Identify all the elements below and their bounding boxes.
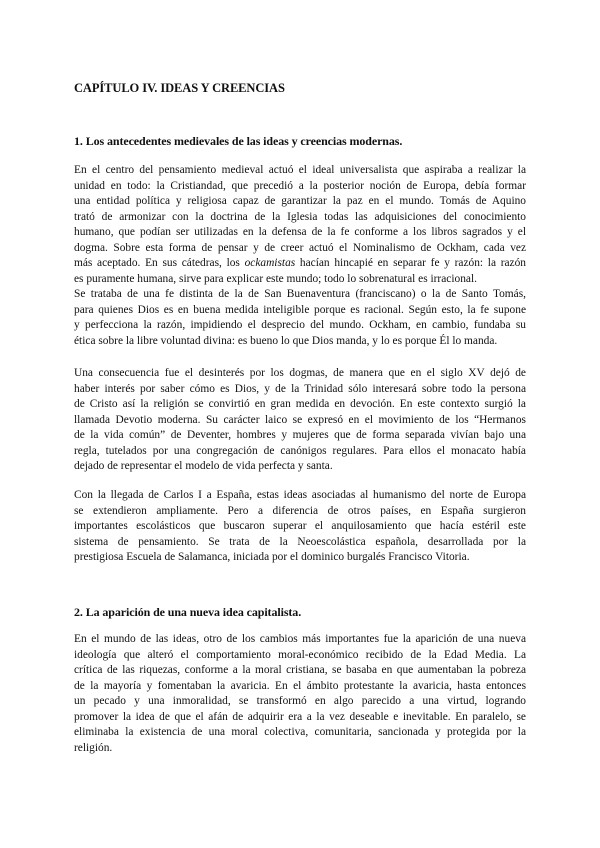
text-line: trató de armonizar con la doctrina de la Iglesia todas las adquisiciones del conocimiento <box>74 210 526 223</box>
text-line: una entidad política y religiosa capaz de garantizar la paz en el mundo. Tomás de Aquino <box>74 195 526 207</box>
text-line: Una consecuencia fue el desinterés por los dogmas, de manera que en el siglo XV dejó de <box>74 367 526 379</box>
italic-term: ockamistas <box>244 257 296 269</box>
text-line: ideología que alteró el comportamiento moral-económico recibido de la Edad Media. La <box>74 648 526 661</box>
text-line: Con la llegada de Carlos I a España, estas ideas asociadas al humanismo del norte de Europa <box>74 489 526 501</box>
text-line: prestigiosa Escuela de Salamanca, iniciada por el dominico burgalés Francisco Vitoria. <box>74 551 470 563</box>
text-line: dogma. Sobre esta forma de pensar y de creer actuó el Nominalismo de Ockham, cada vez <box>74 241 526 254</box>
text-line <box>74 256 526 272</box>
paragraph <box>74 632 526 756</box>
text-line: crítica de las riquezas, conforme a la moral cristiana, se basaba en que aumentaban la pobreza <box>74 664 526 676</box>
section-title: 1. Los antecedentes medievales de las ideas y creencias modernas. <box>74 134 403 148</box>
text-line: promover la idea de que el afán de adquirir era a la vez deseable e inevitable. En paralelo, se <box>74 710 526 723</box>
text-line: haber interés por saber cómo es Dios, y de la Trinidad sólo interesará sobre todo la persona <box>74 382 526 395</box>
text-line: un pecado y una inmoralidad, se transformó en algo parecido a una virtud, logrando <box>74 695 526 707</box>
text-line: importantes escolásticos que buscaron superar el anquilosamiento que hacía estéril este <box>74 520 526 532</box>
chapter-title: CAPÍTULO IV. IDEAS Y CREENCIAS <box>74 81 285 95</box>
text-line: para quienes Dios es en buena medida inteligible porque es racional. Según esto, la fe supone <box>74 303 526 316</box>
text-line: ética sobre la libre voluntad divina: es bueno lo que Dios manda, y lo es porque Él lo manda. <box>74 334 498 347</box>
text-run: más aceptado. En sus cátedras, los <box>74 257 245 269</box>
text-line: En el mundo de las ideas, otro de los cambios más importantes fue la aparición de una nueva <box>74 633 526 645</box>
text-line: eliminaba la existencia de una moral colectiva, comunitaria, sancionada y protegida por la <box>74 726 526 738</box>
text-line: de Cristo así la religión se convirtió en gran medida en devoción. En este contexto surgió la <box>74 398 526 410</box>
text-line: sistema de pensamiento. Se trata de la Neoescolástica española, desarrollada por la <box>74 535 526 548</box>
text-line: llamada Devotio moderna. Su carácter laico se expresó en el movimiento de los “Hermanos <box>74 413 526 426</box>
text-line: unidad en todo: la Cristiandad, que precedió a la posterior noción de Europa, debía formar <box>74 179 526 192</box>
text-line: religión. <box>74 741 113 754</box>
text-line: Se trataba de una fe distinta de la de San Buenaventura (franciscano) o la de Santo Tomás, <box>74 288 526 300</box>
text-line: de la mayoría y fomentaban la avaricia. En el ámbito protestante la avaricia, hasta entonces <box>74 679 526 692</box>
text-line: En el centro del pensamiento medieval actuó el ideal universalista que aspiraba a realizar la <box>74 164 526 176</box>
text-line: se extendieron ampliamente. Pero a diferencia de otros países, en España surgieron <box>74 504 526 517</box>
text-line: de la vida común” de Deventer, hombres y mujeres que de forma separada vivían bajo una <box>74 429 526 441</box>
text-run: hacían hincapié en separar fe y razón: la razón <box>295 257 527 269</box>
text-line: y perfecciona la razón, impidiendo el desprecio del mundo. Ockham, en cambio, fundaba su <box>74 319 526 331</box>
paragraph <box>74 366 526 475</box>
paragraph <box>74 488 526 566</box>
text-line: es puramente humana, sirve para explicar este mundo; todo lo sobrenatural es irracional. <box>74 272 477 285</box>
paragraph <box>74 163 526 349</box>
text-line: regla, tutelados por una congregación de canónigos regulares. Para ellos el monacato había <box>74 444 526 457</box>
text-line: dejado de representar el modelo de vida perfecta y santa. <box>74 460 333 472</box>
section-title: 2. La aparición de una nueva idea capitalista. <box>74 605 302 619</box>
text-line: humano, que podían ser utilizadas en la defensa de la fe conforme a los libros sagrados y el <box>74 226 526 238</box>
